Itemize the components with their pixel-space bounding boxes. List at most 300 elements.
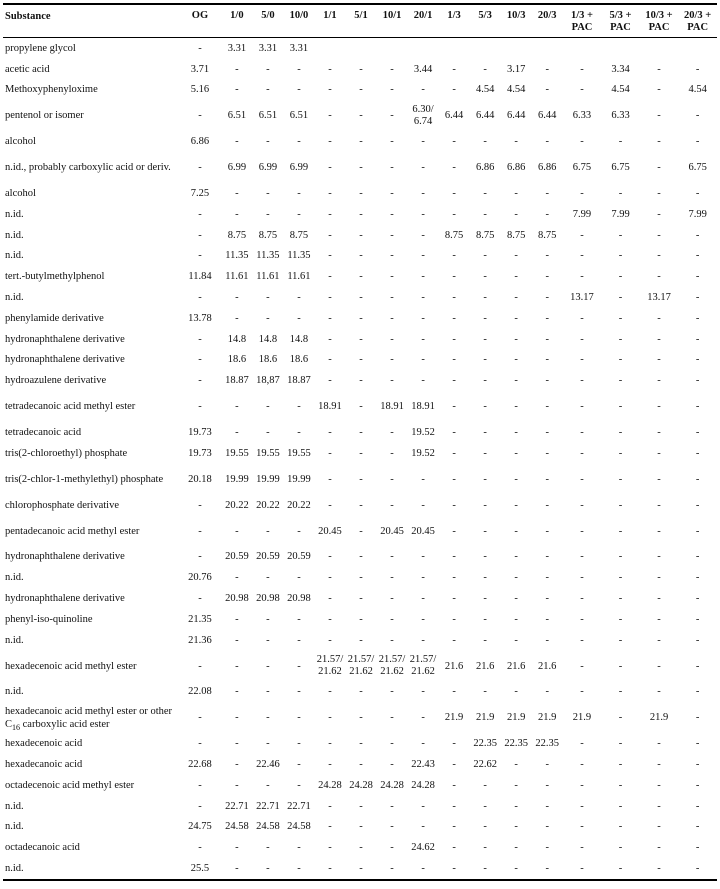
value-cell: 6.99 bbox=[258, 162, 278, 174]
substance-name: hexadecanoic acid bbox=[5, 759, 83, 771]
value-cell: 19.55 bbox=[225, 447, 249, 459]
value-cell: - bbox=[452, 759, 456, 771]
value-cell: - bbox=[359, 634, 363, 646]
value-cell: - bbox=[421, 229, 425, 241]
value-cell: 3.17 bbox=[506, 63, 526, 75]
subscript-text: 16 bbox=[12, 722, 21, 732]
table-row bbox=[3, 422, 717, 443]
value-cell: - bbox=[390, 208, 394, 220]
value-cell: - bbox=[580, 759, 584, 771]
value-cell: - bbox=[390, 188, 394, 200]
value-cell: - bbox=[198, 333, 202, 345]
value-cell: - bbox=[198, 42, 202, 54]
value-cell: - bbox=[198, 712, 202, 724]
value-cell: - bbox=[452, 63, 456, 75]
value-cell: - bbox=[695, 800, 700, 812]
value-cell: - bbox=[235, 427, 239, 439]
value-cell: 18.91 bbox=[380, 401, 404, 413]
value-cell: 24.58 bbox=[287, 821, 311, 833]
value-cell: - bbox=[618, 427, 623, 439]
value-cell: - bbox=[266, 401, 270, 413]
value-cell: - bbox=[359, 136, 363, 148]
value-cell: 20.98 bbox=[287, 593, 311, 605]
value-cell: - bbox=[328, 427, 332, 439]
value-cell: - bbox=[421, 208, 425, 220]
value-cell: - bbox=[390, 572, 394, 584]
value-cell: - bbox=[198, 250, 202, 262]
value-cell: - bbox=[266, 292, 270, 304]
value-cell: - bbox=[580, 427, 584, 439]
value-cell: - bbox=[297, 634, 301, 646]
value-cell: - bbox=[390, 800, 394, 812]
value-cell: - bbox=[297, 613, 301, 625]
value-cell: - bbox=[657, 162, 661, 174]
value-cell: 6.75 bbox=[688, 162, 707, 174]
value-cell: 8.75 bbox=[475, 229, 495, 241]
value-cell: - bbox=[514, 499, 518, 511]
value-cell: - bbox=[421, 613, 425, 625]
value-cell: 20.59 bbox=[225, 551, 249, 563]
value-cell: - bbox=[297, 63, 301, 75]
substance-name: tert.-butylmethylphenol bbox=[5, 271, 105, 283]
value-cell: 24.58 bbox=[225, 821, 249, 833]
table-row bbox=[3, 152, 717, 183]
value-cell: 21.6 bbox=[506, 660, 526, 672]
column-header: 5/3 bbox=[470, 4, 501, 38]
value-cell: - bbox=[695, 401, 700, 413]
value-cell: - bbox=[328, 63, 332, 75]
value-cell: - bbox=[328, 84, 332, 96]
value-cell: - bbox=[235, 634, 239, 646]
value-cell: 21.57/ 21.62 bbox=[347, 654, 375, 678]
value-cell: - bbox=[297, 312, 301, 324]
value-cell: - bbox=[657, 572, 661, 584]
value-cell: 11.35 bbox=[225, 250, 249, 262]
value-cell: 18.6 bbox=[227, 354, 247, 366]
value-cell: 6.30/ 6.74 bbox=[412, 103, 434, 127]
value-cell: - bbox=[235, 686, 239, 698]
value-cell: - bbox=[695, 821, 700, 833]
value-cell: - bbox=[657, 312, 661, 324]
table-row bbox=[3, 567, 717, 588]
value-cell: 6.51 bbox=[227, 110, 247, 122]
value-cell: - bbox=[198, 525, 202, 537]
value-cell: - bbox=[483, 188, 487, 200]
value-cell: - bbox=[421, 634, 425, 646]
value-cell: - bbox=[695, 593, 700, 605]
value-cell: - bbox=[452, 821, 456, 833]
value-cell: - bbox=[359, 427, 363, 439]
value-cell: 6.51 bbox=[258, 110, 278, 122]
substance-name: n.id. bbox=[3, 858, 179, 880]
value-cell: - bbox=[390, 821, 394, 833]
value-cell: - bbox=[390, 292, 394, 304]
value-cell bbox=[563, 38, 602, 59]
value-cell: 6.44 bbox=[475, 110, 495, 122]
value-cell: - bbox=[266, 660, 270, 672]
value-cell: - bbox=[545, 473, 549, 485]
value-cell: - bbox=[580, 188, 584, 200]
value-cell: - bbox=[580, 136, 584, 148]
substance-name: hydronaphthalene derivative bbox=[5, 551, 125, 563]
column-header: 5/1 bbox=[345, 4, 376, 38]
value-cell: - bbox=[618, 473, 623, 485]
value-cell: - bbox=[580, 333, 584, 345]
value-cell: - bbox=[657, 800, 661, 812]
value-cell: 20.59 bbox=[256, 551, 280, 563]
value-cell: - bbox=[390, 759, 394, 771]
value-cell: 21.9 bbox=[475, 712, 495, 724]
value-cell: 21.57/ 21.62 bbox=[316, 654, 344, 678]
value-cell: - bbox=[657, 660, 661, 672]
value-cell: - bbox=[545, 188, 549, 200]
value-cell: - bbox=[198, 800, 202, 812]
substance-name: n.id. bbox=[5, 686, 24, 698]
value-cell: 6.86 bbox=[506, 162, 526, 174]
value-cell: - bbox=[657, 427, 661, 439]
value-cell: - bbox=[657, 188, 661, 200]
value-cell: - bbox=[452, 738, 456, 750]
value-cell: - bbox=[452, 572, 456, 584]
value-cell: 3.71 bbox=[190, 63, 210, 75]
table-row bbox=[3, 588, 717, 609]
value-cell: - bbox=[545, 84, 549, 96]
value-cell: - bbox=[514, 250, 518, 262]
value-cell: - bbox=[198, 842, 202, 854]
value-cell: - bbox=[439, 858, 470, 880]
value-cell: - bbox=[657, 686, 661, 698]
value-cell: - bbox=[359, 375, 363, 387]
value-cell: - bbox=[695, 427, 700, 439]
value-cell: - bbox=[545, 759, 549, 771]
value-cell: - bbox=[657, 551, 661, 563]
value-cell: - bbox=[657, 821, 661, 833]
substance-name bbox=[3, 702, 179, 733]
value-cell: - bbox=[483, 821, 487, 833]
value-cell: - bbox=[390, 613, 394, 625]
value-cell: - bbox=[618, 250, 623, 262]
value-cell: - bbox=[695, 136, 700, 148]
value-cell: 22.08 bbox=[188, 686, 212, 698]
value-cell: - bbox=[640, 858, 679, 880]
value-cell: - bbox=[618, 136, 623, 148]
substance-name: octadecenoic acid methyl ester bbox=[5, 779, 135, 791]
value-cell: - bbox=[514, 525, 518, 537]
table-row bbox=[3, 630, 717, 651]
table-row bbox=[3, 702, 717, 733]
value-cell: - bbox=[452, 613, 456, 625]
value-cell: - bbox=[359, 842, 363, 854]
value-cell: 19.55 bbox=[287, 447, 311, 459]
value-cell: - bbox=[452, 473, 456, 485]
value-cell: - bbox=[328, 375, 332, 387]
value-cell: - bbox=[328, 712, 332, 724]
value-cell: 22.71 bbox=[287, 800, 311, 812]
value-cell: - bbox=[545, 250, 549, 262]
value-cell: - bbox=[452, 800, 456, 812]
value-cell: - bbox=[328, 759, 332, 771]
value-cell: - bbox=[514, 333, 518, 345]
value-cell bbox=[501, 38, 532, 59]
value-cell: - bbox=[695, 634, 700, 646]
value-cell: 19.55 bbox=[256, 447, 280, 459]
value-cell: - bbox=[421, 686, 425, 698]
value-cell: - bbox=[235, 188, 239, 200]
value-cell: 7.25 bbox=[190, 188, 210, 200]
table-row bbox=[3, 225, 717, 246]
table-row bbox=[3, 733, 717, 754]
value-cell: - bbox=[297, 401, 301, 413]
value-cell: - bbox=[328, 271, 332, 283]
value-cell: - bbox=[359, 229, 363, 241]
value-cell bbox=[377, 38, 408, 59]
value-cell: 11.61 bbox=[256, 271, 280, 283]
value-cell: - bbox=[452, 499, 456, 511]
value-cell: - bbox=[452, 779, 456, 791]
value-cell: - bbox=[580, 551, 584, 563]
value-cell: - bbox=[514, 821, 518, 833]
value-cell: - bbox=[297, 292, 301, 304]
value-cell: - bbox=[695, 525, 700, 537]
value-cell: 24.28 bbox=[380, 779, 404, 791]
value-cell: - bbox=[657, 333, 661, 345]
value-cell: - bbox=[390, 447, 394, 459]
column-header: 10/0 bbox=[283, 4, 314, 38]
value-cell: - bbox=[452, 593, 456, 605]
value-cell: - bbox=[297, 842, 301, 854]
value-cell: - bbox=[359, 759, 363, 771]
substance-name: hydronaphthalene derivative bbox=[5, 593, 125, 605]
value-cell: - bbox=[359, 613, 363, 625]
value-cell: - bbox=[545, 136, 549, 148]
value-cell: - bbox=[421, 250, 425, 262]
column-header: 5/0 bbox=[252, 4, 283, 38]
value-cell: 11.35 bbox=[256, 250, 280, 262]
value-cell: - bbox=[618, 499, 623, 511]
value-cell: - bbox=[483, 551, 487, 563]
value-cell: - bbox=[359, 333, 363, 345]
table-row bbox=[3, 651, 717, 682]
value-cell: - bbox=[545, 292, 549, 304]
substance-name: n.id. bbox=[5, 634, 24, 646]
value-cell: - bbox=[297, 84, 301, 96]
table-row bbox=[3, 682, 717, 703]
value-cell: - bbox=[198, 499, 202, 511]
value-cell: - bbox=[580, 229, 584, 241]
value-cell: 21.9 bbox=[444, 712, 464, 724]
value-cell: - bbox=[580, 63, 584, 75]
value-cell: - bbox=[198, 738, 202, 750]
value-cell: - bbox=[657, 499, 661, 511]
value-cell: - bbox=[452, 375, 456, 387]
value-cell: - bbox=[266, 63, 270, 75]
value-cell: - bbox=[618, 271, 623, 283]
value-cell: - bbox=[328, 821, 332, 833]
value-cell: - bbox=[359, 525, 363, 537]
value-cell: - bbox=[421, 593, 425, 605]
value-cell: - bbox=[580, 738, 584, 750]
value-cell: - bbox=[452, 634, 456, 646]
value-cell: - bbox=[657, 759, 661, 771]
value-cell: 11.35 bbox=[287, 250, 311, 262]
value-cell: - bbox=[483, 800, 487, 812]
value-cell: - bbox=[695, 447, 700, 459]
value-cell: - bbox=[198, 375, 202, 387]
value-cell: - bbox=[545, 63, 549, 75]
value-cell: - bbox=[390, 250, 394, 262]
value-cell: - bbox=[470, 858, 501, 880]
value-cell: 24.62 bbox=[411, 842, 435, 854]
value-cell: - bbox=[390, 738, 394, 750]
value-cell: 21.35 bbox=[188, 613, 212, 625]
value-cell: 22.46 bbox=[256, 759, 280, 771]
column-header-substance: Substance bbox=[3, 4, 179, 38]
value-cell: - bbox=[618, 375, 623, 387]
substance-name: n.id. bbox=[5, 821, 24, 833]
value-cell: - bbox=[514, 551, 518, 563]
value-cell: - bbox=[514, 613, 518, 625]
value-cell: - bbox=[421, 800, 425, 812]
value-cell: - bbox=[545, 551, 549, 563]
value-cell: - bbox=[266, 634, 270, 646]
value-cell: - bbox=[618, 821, 623, 833]
substance-name: alcohol bbox=[5, 188, 36, 200]
table-row bbox=[3, 495, 717, 516]
column-header: 20/3 bbox=[532, 4, 563, 38]
value-cell: - bbox=[618, 188, 623, 200]
value-cell: 24.58 bbox=[256, 821, 280, 833]
value-cell: - bbox=[580, 686, 584, 698]
value-cell: - bbox=[618, 779, 623, 791]
value-cell: - bbox=[328, 229, 332, 241]
value-cell: - bbox=[235, 312, 239, 324]
value-cell: - bbox=[483, 208, 487, 220]
value-cell: - bbox=[359, 738, 363, 750]
value-cell: - bbox=[359, 110, 363, 122]
value-cell: - bbox=[421, 292, 425, 304]
value-cell: 7.99 bbox=[688, 208, 707, 220]
value-cell: - bbox=[421, 499, 425, 511]
value-cell: - bbox=[483, 473, 487, 485]
value-cell: - bbox=[452, 250, 456, 262]
value-cell: - bbox=[545, 499, 549, 511]
value-cell: 8.75 bbox=[538, 229, 557, 241]
value-cell: - bbox=[328, 162, 332, 174]
value-cell: - bbox=[657, 271, 661, 283]
value-cell: - bbox=[235, 84, 239, 96]
value-cell: - bbox=[580, 634, 584, 646]
substance-name: Methoxyphenyloxime bbox=[5, 84, 98, 96]
value-cell: - bbox=[618, 312, 623, 324]
substance-name: alcohol bbox=[5, 136, 36, 148]
substance-name: tris(2-chlor-1-methylethyl) phosphate bbox=[5, 473, 164, 485]
value-cell: - bbox=[657, 110, 661, 122]
value-cell: 6.86 bbox=[475, 162, 495, 174]
value-cell: 13.78 bbox=[188, 312, 212, 324]
value-cell: - bbox=[580, 250, 584, 262]
value-cell: - bbox=[328, 800, 332, 812]
value-cell bbox=[314, 38, 345, 59]
value-cell: - bbox=[452, 188, 456, 200]
value-cell: - bbox=[359, 208, 363, 220]
value-cell: - bbox=[618, 333, 623, 345]
value-cell: 19.52 bbox=[411, 427, 435, 439]
value-cell: - bbox=[657, 229, 661, 241]
value-cell bbox=[678, 38, 717, 59]
value-cell: - bbox=[198, 162, 202, 174]
value-cell: - bbox=[297, 712, 301, 724]
value-cell: - bbox=[390, 712, 394, 724]
value-cell: - bbox=[359, 162, 363, 174]
value-cell: - bbox=[328, 593, 332, 605]
value-cell: - bbox=[235, 842, 239, 854]
value-cell: 24.28 bbox=[411, 779, 435, 791]
value-cell: 6.86 bbox=[190, 136, 210, 148]
value-cell: 20.98 bbox=[256, 593, 280, 605]
substance-name: hexadecenoic acid bbox=[5, 738, 83, 750]
table-row bbox=[3, 329, 717, 350]
table-row bbox=[3, 443, 717, 464]
value-cell: - bbox=[545, 800, 549, 812]
value-cell: - bbox=[421, 162, 425, 174]
value-cell: - bbox=[580, 354, 584, 366]
column-header: 20/1 bbox=[408, 4, 439, 38]
table-row bbox=[3, 287, 717, 308]
value-cell: - bbox=[314, 858, 345, 880]
value-cell: - bbox=[545, 613, 549, 625]
value-cell: 22.71 bbox=[225, 800, 249, 812]
table-row bbox=[3, 464, 717, 495]
value-cell: - bbox=[390, 842, 394, 854]
value-cell: 14.8 bbox=[289, 333, 309, 345]
value-cell: - bbox=[545, 572, 549, 584]
value-cell: - bbox=[266, 572, 270, 584]
value-cell: - bbox=[695, 572, 700, 584]
value-cell: - bbox=[328, 188, 332, 200]
value-cell: 21.6 bbox=[444, 660, 464, 672]
value-cell: - bbox=[198, 660, 202, 672]
value-cell: - bbox=[452, 333, 456, 345]
value-cell: - bbox=[252, 858, 283, 880]
value-cell: - bbox=[297, 779, 301, 791]
table-row bbox=[3, 59, 717, 80]
value-cell: 6.75 bbox=[572, 162, 592, 174]
value-cell: 20.98 bbox=[225, 593, 249, 605]
value-cell: - bbox=[657, 593, 661, 605]
value-cell: - bbox=[390, 312, 394, 324]
value-cell: - bbox=[359, 401, 363, 413]
substance-name: propylene glycol bbox=[5, 42, 76, 54]
value-cell: - bbox=[483, 613, 487, 625]
value-cell: - bbox=[359, 292, 363, 304]
value-cell: - bbox=[657, 525, 661, 537]
substance-name: tris(2-chloroethyl) phosphate bbox=[5, 447, 128, 459]
value-cell: - bbox=[390, 162, 394, 174]
substance-name: hexadecenoic acid methyl ester bbox=[5, 660, 137, 672]
table-row bbox=[3, 308, 717, 329]
value-cell: - bbox=[514, 473, 518, 485]
substance-name: tetradecanoic acid bbox=[5, 427, 82, 439]
value-cell bbox=[470, 38, 501, 59]
value-cell: - bbox=[235, 738, 239, 750]
value-cell: - bbox=[359, 593, 363, 605]
value-cell: - bbox=[452, 292, 456, 304]
value-cell: - bbox=[514, 842, 518, 854]
value-cell: - bbox=[483, 271, 487, 283]
value-cell: - bbox=[514, 312, 518, 324]
table-row bbox=[3, 266, 717, 287]
value-cell: - bbox=[266, 427, 270, 439]
